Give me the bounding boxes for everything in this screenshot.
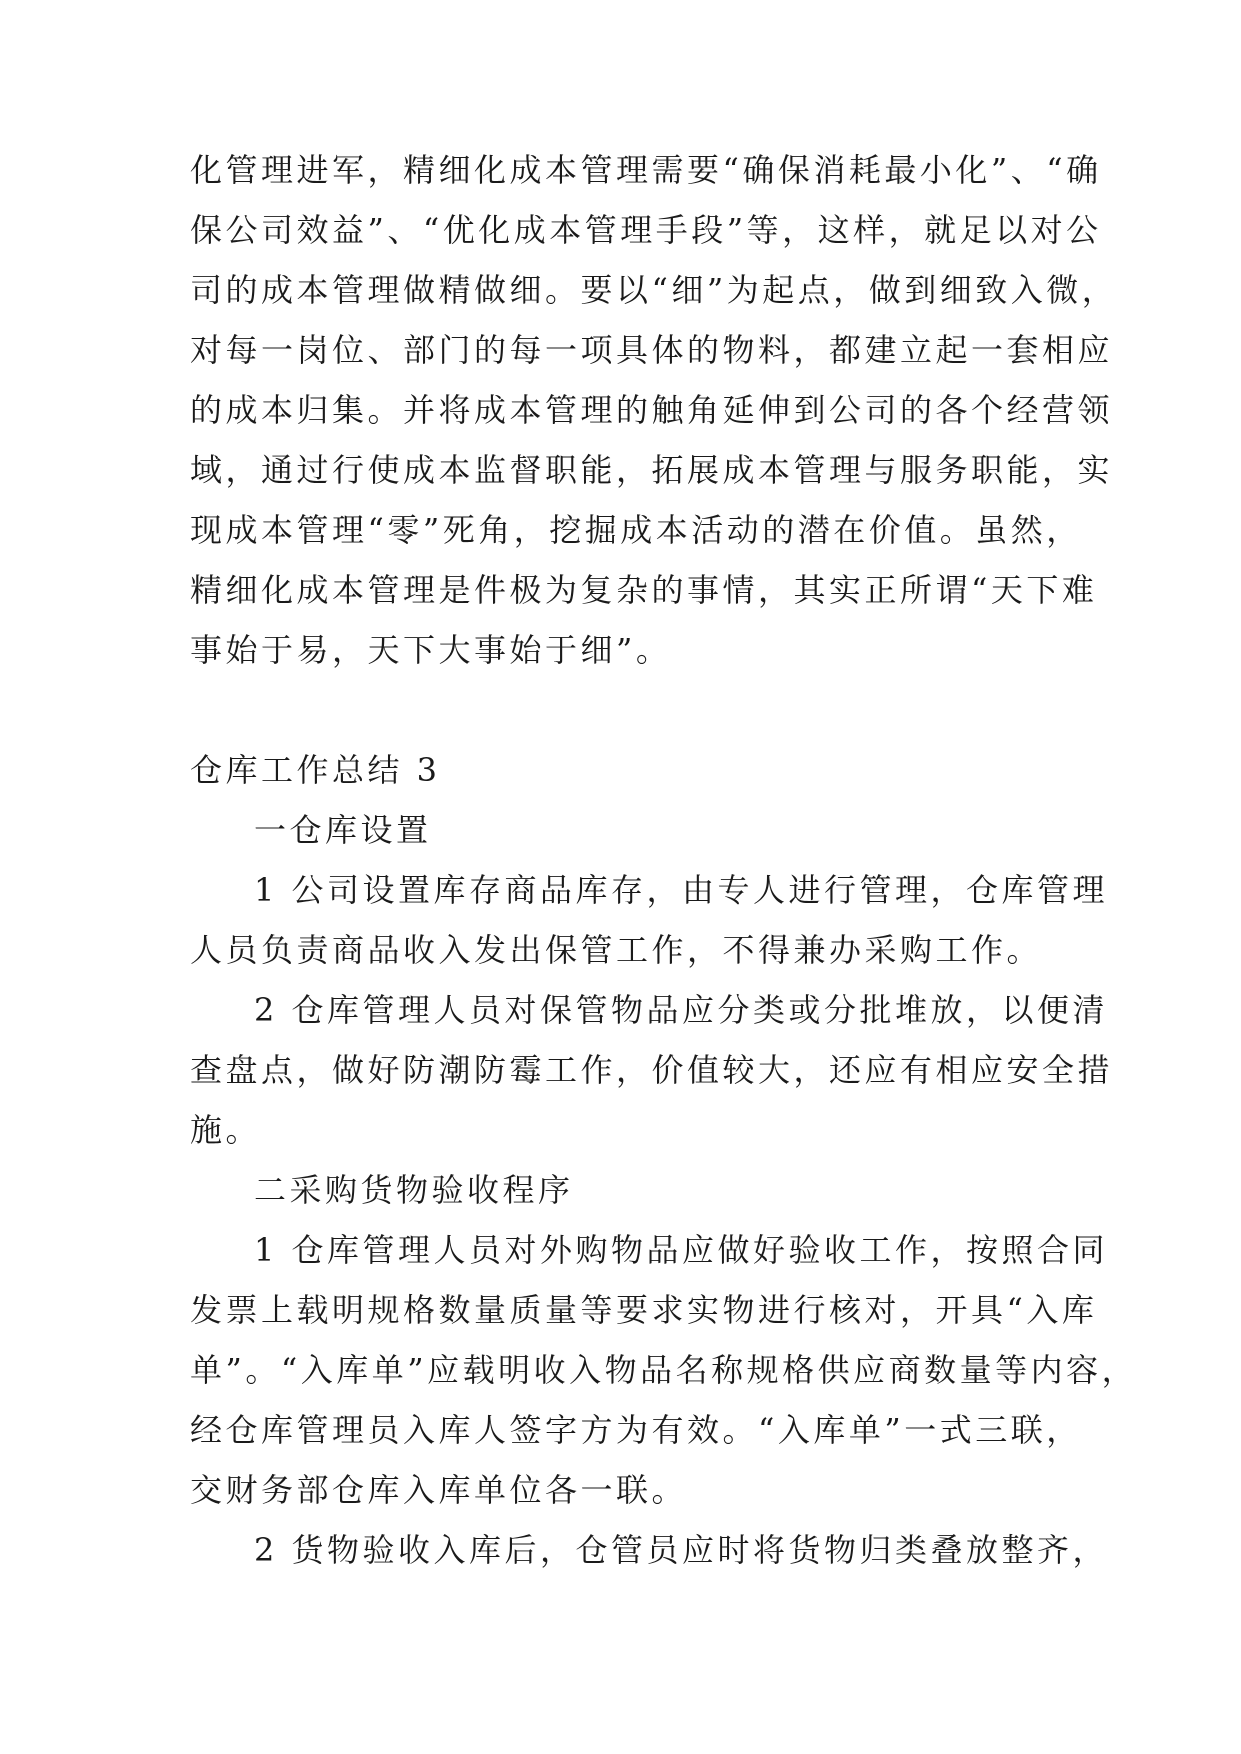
body-text-line: 发票上载明规格数量质量等要求实物进行核对，开具“入库 xyxy=(190,1291,1098,1329)
body-text-line: 事始于易，天下大事始于细”。 xyxy=(190,631,672,669)
body-text-line: 2 货物验收入库后，仓管员应时将货物归类叠放整齐， xyxy=(254,1531,1109,1569)
section-title: 仓库工作总结 3 xyxy=(190,751,441,789)
section-heading: 二采购货物验收程序 xyxy=(254,1171,574,1209)
section-heading: 一仓库设置 xyxy=(254,811,432,849)
body-text-line: 2 仓库管理人员对保管物品应分类或分批堆放，以便清 xyxy=(254,991,1109,1029)
body-text-line: 的成本归集。并将成本管理的触角延伸到公司的各个经营领 xyxy=(190,391,1114,429)
body-text-line: 精细化成本管理是件极为复杂的事情，其实正所谓“天下难 xyxy=(190,571,1098,609)
body-text-line: 施。 xyxy=(190,1111,262,1149)
body-text-line: 1 公司设置库存商品库存，由专人进行管理，仓库管理 xyxy=(254,871,1109,909)
body-text-line: 经仓库管理员入库人签字方为有效。“入库单”一式三联， xyxy=(190,1411,1082,1449)
body-text-line: 人员负责商品收入发出保管工作，不得兼办采购工作。 xyxy=(190,931,1043,969)
body-text-line: 单”。“入库单”应载明收入物品名称规格供应商数量等内容， xyxy=(190,1351,1138,1389)
body-text-line: 交财务部仓库入库单位各一联。 xyxy=(190,1471,688,1509)
body-text-line: 保公司效益”、“优化成本管理手段”等，这样，就足以对公 xyxy=(190,211,1102,249)
body-text-line: 现成本管理“零”死角，挖掘成本活动的潜在价值。虽然， xyxy=(190,511,1082,549)
body-text-line: 查盘点，做好防潮防霉工作，价值较大，还应有相应安全措 xyxy=(190,1051,1114,1089)
body-text-line: 1 仓库管理人员对外购物品应做好验收工作，按照合同 xyxy=(254,1231,1109,1269)
body-text-line: 化管理进军，精细化成本管理需要“确保消耗最小化”、“确 xyxy=(190,151,1102,189)
body-text-line: 对每一岗位、部门的每一项具体的物料，都建立起一套相应 xyxy=(190,331,1114,369)
body-text-line: 司的成本管理做精做细。要以“细”为起点，做到细致入微， xyxy=(190,271,1118,309)
body-text-line: 域，通过行使成本监督职能，拓展成本管理与服务职能，实 xyxy=(190,451,1114,489)
